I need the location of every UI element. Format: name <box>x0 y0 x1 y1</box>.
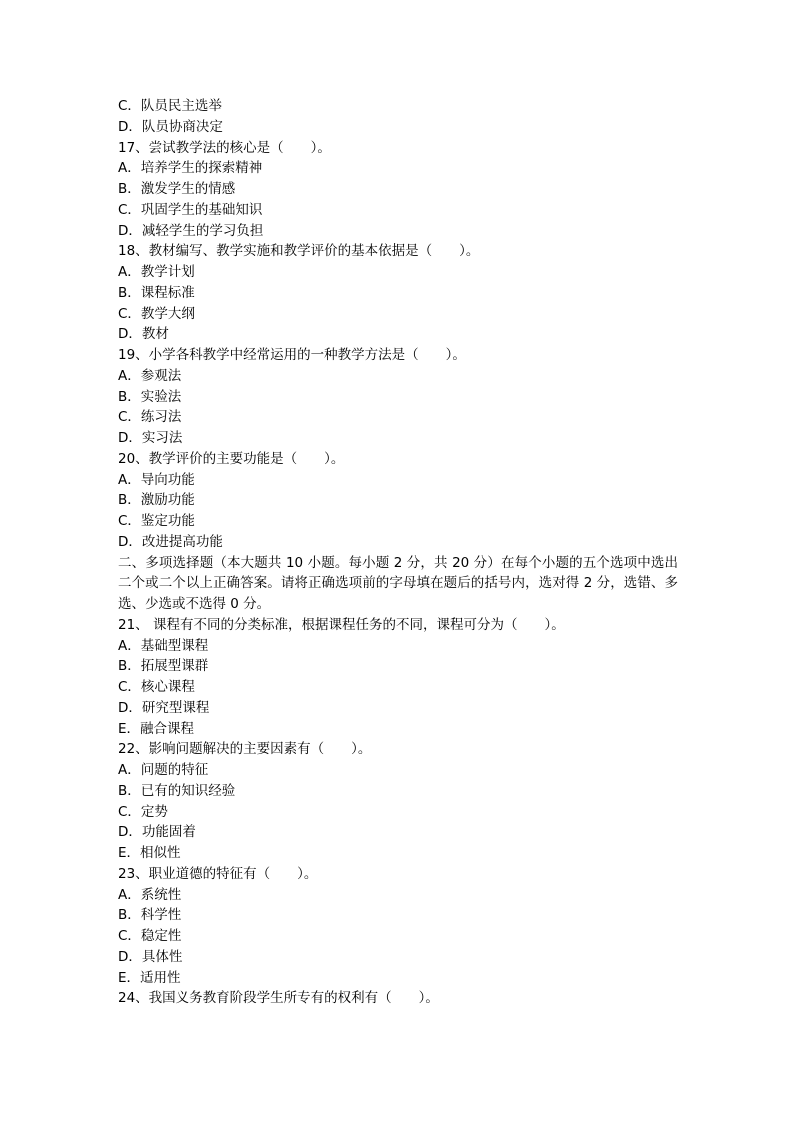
option-line: B．已有的知识经验 <box>118 782 236 799</box>
option-line: A．基础型课程 <box>118 637 209 654</box>
option-line: D．队员协商决定 <box>118 118 223 135</box>
option-line: C．队员民主选举 <box>118 98 222 114</box>
option-line: B．实验法 <box>118 388 182 405</box>
option-line: D．教材 <box>118 326 169 343</box>
option-line: B．激发学生的情感 <box>118 181 236 197</box>
question-stem: 23、职业道德的特征有（ ）。 <box>118 865 318 882</box>
option-line: C．巩固学生的基础知识 <box>118 201 263 218</box>
question-stem: 17、尝试教学法的核心是（ ）。 <box>118 139 331 156</box>
option-line: A．系统性 <box>118 886 182 903</box>
option-line: B．科学性 <box>118 907 182 924</box>
option-line: E．融合课程 <box>118 720 195 737</box>
option-line: A．培养学生的探索精神 <box>118 160 263 177</box>
question-stem: 21、 课程有不同的分类标准，根据课程任务的不同，课程可分为（ ）。 <box>118 616 565 633</box>
option-line: C．核心课程 <box>118 679 195 695</box>
option-line: A．问题的特征 <box>118 762 209 778</box>
option-line: A．教学计划 <box>118 264 195 280</box>
option-line: C．教学大纲 <box>118 305 195 322</box>
option-line: D．具体性 <box>118 948 183 965</box>
option-line: A．参观法 <box>118 367 182 384</box>
option-line: C．稳定性 <box>118 928 182 944</box>
document-page <box>118 96 678 1009</box>
option-line: B．课程标准 <box>118 284 195 301</box>
option-line: C．练习法 <box>118 409 182 426</box>
option-line: D．减轻学生的学习负担 <box>118 222 264 239</box>
question-stem: 18、教材编写、教学实施和教学评价的基本依据是（ ）。 <box>118 243 480 260</box>
option-line: E．适用性 <box>118 969 181 986</box>
option-line: D．改进提高功能 <box>118 533 223 550</box>
option-line: D．研究型课程 <box>118 699 210 716</box>
option-line: B．拓展型课群 <box>118 658 209 675</box>
question-stem: 20、教学评价的主要功能是（ ）。 <box>118 450 345 467</box>
question-stem: 19、小学各科教学中经常运用的一种教学方法是（ ）。 <box>118 347 466 363</box>
question-stem: 24、我国义务教育阶段学生所专有的权利有（ ）。 <box>118 990 439 1007</box>
option-line: C．鉴定功能 <box>118 513 195 529</box>
option-line: D．实习法 <box>118 430 183 446</box>
section-heading: 二、多项选择题（本大题共 10 小题。每小题 2 分，共 20 分）在每个小题的五个选项中选出二个或二个以上正确答案。请将正确选项前的字母填在题后的括号内，选对得 2 分，选错、多选、少选或不选得 0 分。 <box>118 554 678 612</box>
option-line: D．功能固着 <box>118 824 196 841</box>
option-line: C．定势 <box>118 803 168 820</box>
question-stem: 22、影响问题解决的主要因素有（ ）。 <box>118 741 372 758</box>
option-line: B．激励功能 <box>118 492 195 509</box>
option-line: E．相似性 <box>118 845 181 861</box>
option-line: A．导向功能 <box>118 471 195 488</box>
